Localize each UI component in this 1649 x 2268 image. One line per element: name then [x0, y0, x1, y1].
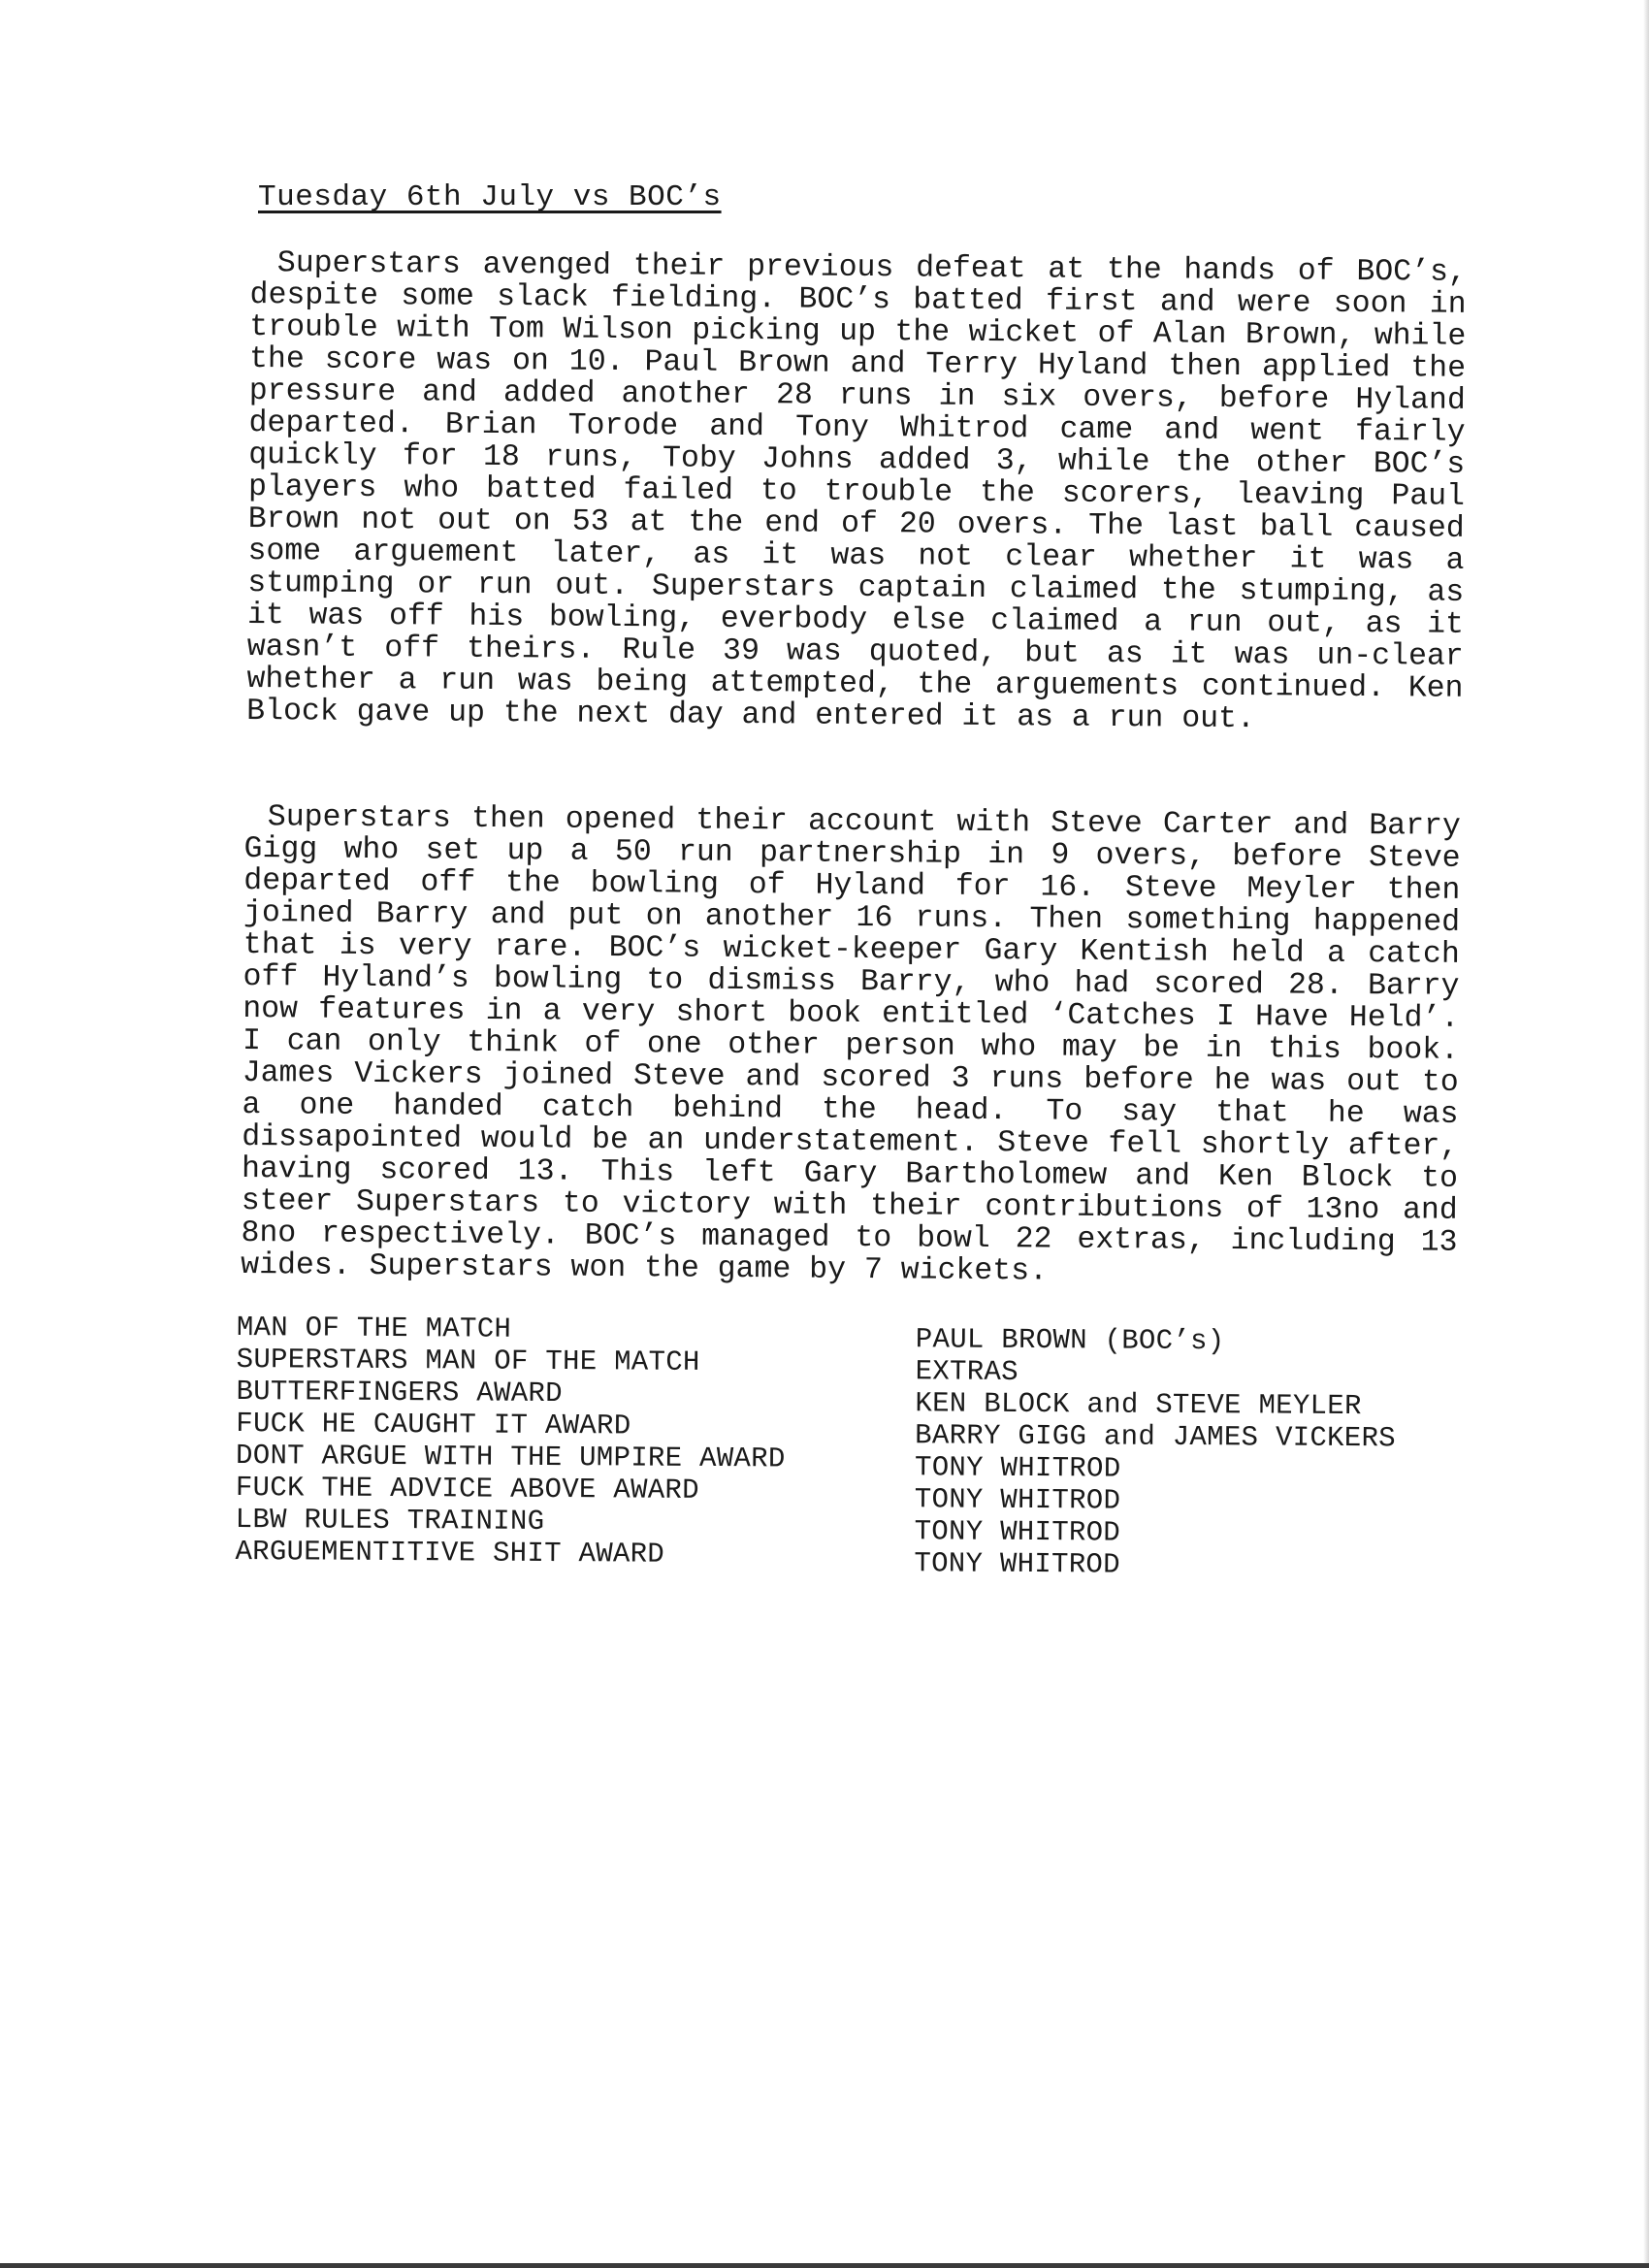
award-titles-column	[235, 1312, 786, 1571]
award-title: SUPERSTARS MAN OF THE MATCH	[236, 1343, 700, 1378]
award-winner: KEN BLOCK and STEVE MEYLER	[915, 1387, 1362, 1423]
award-winner: PAUL BROWN (BOC’s)	[915, 1323, 1225, 1358]
award-title: BUTTERFINGERS AWARD	[236, 1375, 563, 1410]
scan-edge-right	[1643, 0, 1649, 2268]
awards-list	[235, 1312, 1488, 1601]
award-winner: TONY WHITROD	[914, 1483, 1121, 1517]
award-winners-column	[914, 1323, 1396, 1582]
match-heading: Tuesday 6th July vs BOC’s	[258, 180, 722, 214]
award-winner: EXTRAS	[915, 1355, 1018, 1388]
award-title: LBW RULES TRAINING	[235, 1503, 545, 1538]
award-title: MAN OF THE MATCH	[236, 1312, 512, 1345]
award-title: FUCK HE CAUGHT IT AWARD	[236, 1407, 631, 1442]
paragraph-superstars-innings: Superstars then opened their account with Steve Carter and Barry Gigg who set up a 50 run partnership in 9 overs, before Steve departed off the bowling of Hyland for 16. Steve Meyler then joined Barry and put on another 16 runs. Then something happened that is very rare. BOC’s wicket-keeper Gary Kentish held a catch off Hyland’s bowling to dismiss Barry, who had scored 28. Barry now features in a very short book entitled ‘Catches I Have Held’. I can only think of one other person who may be in this book. James Vickers joined Steve and scored 3 runs before he was out to a one handed catch behind the head. To say that he was dissapointed would be an understatement. Steve fell shortly after, having scored 13. This left Gary Bartholomew and Ken Block to steer Superstars to victory with their contributions of 13no and 8no respectively. BOC’s managed to bowl 22 extras, including 13 wides. Superstars won the game by 7 wickets.	[241, 800, 1461, 1289]
award-winner: TONY WHITROD	[914, 1547, 1120, 1581]
paragraph-boc-innings: Superstars avenged their previous defeat at the hands of BOC’s, despite some slack fielding. BOC’s batted first and were soon in trouble with Tom Wilson picking up the wicket of Alan Brown, while the score was on 10. Paul Brown and Terry Hyland then applied the pressure and added another 28 runs in six overs, before Hyland departed. Brian Torode and Tony Whitrod came and went fairly quickly for 18 runs, Toby Johns added 3, while the other BOC’s players who batted failed to trouble the scorers, leaving Paul Brown not out on 53 at the end of 20 overs. The last ball caused some arguement later, as it was not clear whether it was a stumping or run out. Superstars captain claimed the stumping, as it was off his bowling, everbody else claimed a run out, as it wasn’t off theirs. Rule 39 was quoted, but as it was un-clear whether a run was being attempted, the arguements continued. Ken Block gave up the next day and entered it as a run out.	[246, 246, 1467, 737]
award-winner: TONY WHITROD	[914, 1451, 1121, 1485]
scan-edge-bottom	[0, 2263, 1649, 2268]
award-winner: BARRY GIGG and JAMES VICKERS	[915, 1419, 1397, 1455]
award-winner: TONY WHITROD	[914, 1515, 1121, 1549]
award-title: FUCK THE ADVICE ABOVE AWARD	[235, 1471, 699, 1507]
award-title: DONT ARGUE WITH THE UMPIRE AWARD	[235, 1439, 786, 1475]
award-title: ARGUEMENTITIVE SHIT AWARD	[235, 1535, 665, 1571]
